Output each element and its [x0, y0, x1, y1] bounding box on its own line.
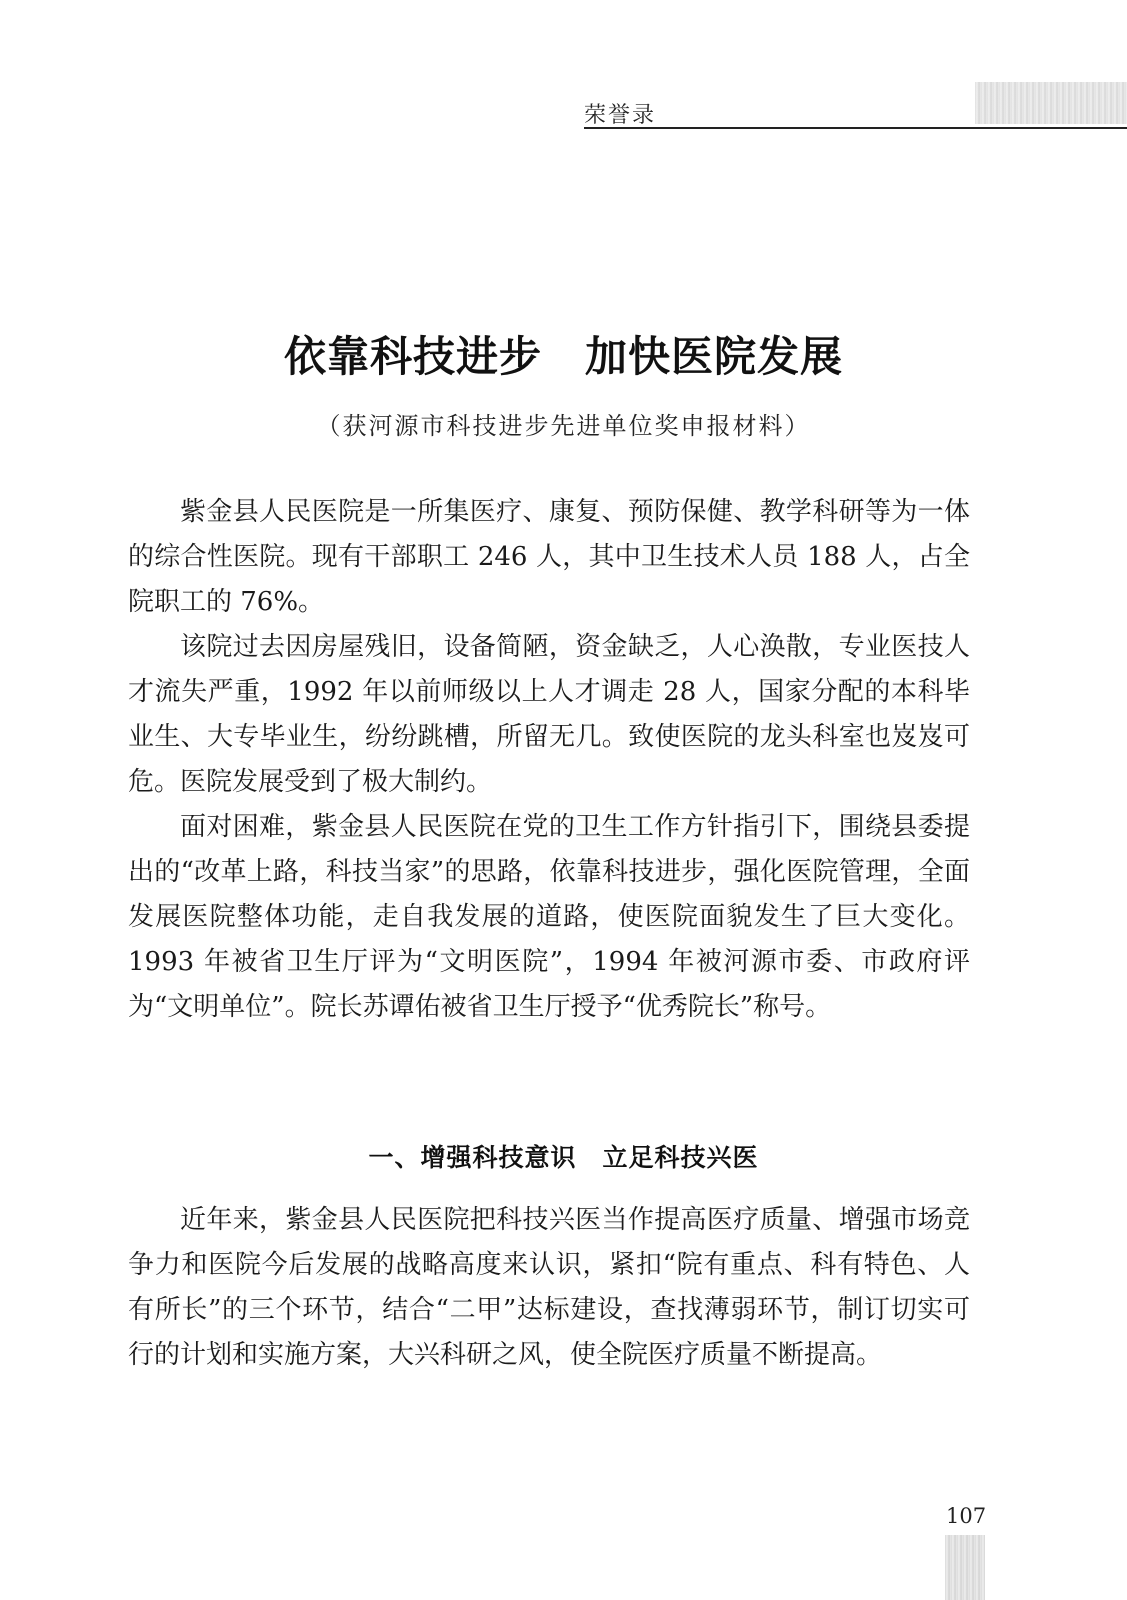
paragraph: 面对困难，紫金县人民医院在党的卫生工作方针指引下，围绕县委提出的“改革上路，科技当家”的思路，依靠科技进步，强化医院管理，全面发展医院整体功能，走自我发展的道路，使医院面貌发生了巨大变化。1993 年被省卫生厅评为“文明医院”，1994 年被河源市委、市政府评为“文明单位”。院长苏谭佑被省卫生厅授予“优秀院长”称号。: [128, 812, 970, 1022]
section-1-text: [128, 1198, 970, 1378]
article-subtitle: （获河源市科技进步先进单位奖申报材料）: [316, 412, 811, 440]
page-number: 107: [946, 1504, 987, 1528]
paragraph: 近年来，紫金县人民医院把科技兴医当作提高医疗质量、增强市场竞争力和医院今后发展的战略高度来认识，紧扣“院有重点、科有特色、人有所长”的三个环节，结合“二甲”达标建设，查找薄弱环节，制订切实可行的计划和实施方案，大兴科研之风，使全院医疗质量不断提高。: [128, 1205, 970, 1370]
paragraph: 该院过去因房屋残旧，设备简陋，资金缺乏，人心涣散，专业医技人才流失严重，1992 年以前师级以上人才调走 28 人，国家分配的本科毕业生、大专毕业生，纷纷跳槽，所留无几。致使医院的龙头科室也岌岌可危。医院发展受到了极大制约。: [128, 632, 970, 797]
scan-artifact-top: [975, 82, 1127, 124]
scan-artifact-bottom: [945, 1535, 985, 1600]
running-header: 荣誉录: [584, 103, 657, 128]
section-heading: 一、增强科技意识 立足科技兴医: [368, 1142, 759, 1172]
intro-text: [128, 490, 970, 1030]
header-rule: [584, 127, 1127, 129]
paragraph: 紫金县人民医院是一所集医疗、康复、预防保健、教学科研等为一体的综合性医院。现有干部职工 246 人，其中卫生技术人员 188 人，占全院职工的 76%。: [128, 497, 970, 617]
article-title: 依靠科技进步 加快医院发展: [283, 332, 843, 382]
